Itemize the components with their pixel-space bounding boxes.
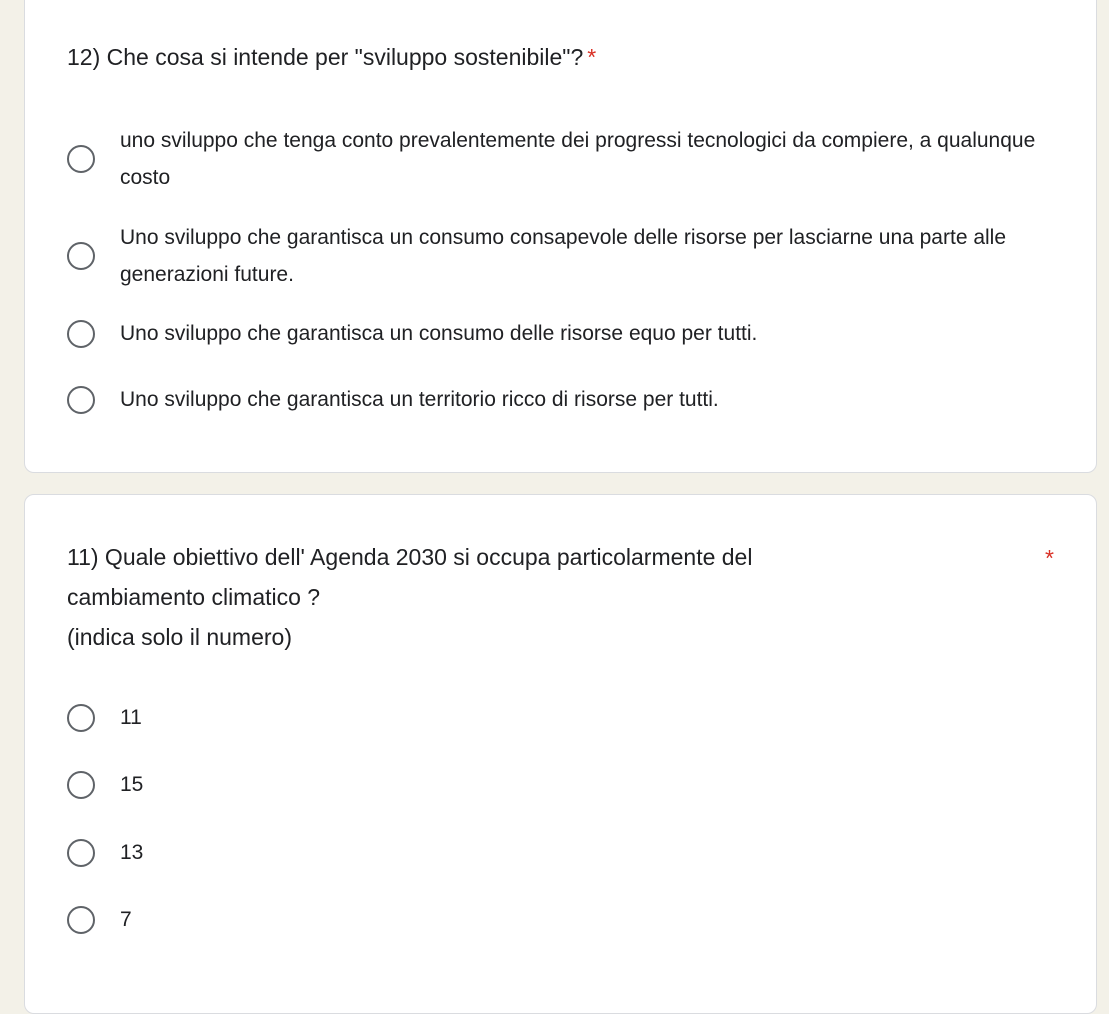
question-card-12 [24,0,1097,473]
required-asterisk: * [1045,545,1054,571]
question-title-line-1: 11) Quale obiettivo dell' Agenda 2030 si occupa particolarmente del [67,544,753,570]
radio-option[interactable] [67,834,1036,871]
radio-option[interactable] [67,901,1036,938]
option-label: Uno sviluppo che garantisca un consumo consapevole delle risorse per lasciarne una parte alle generazioni future. [120,226,1007,286]
radio-option[interactable] [67,766,1036,803]
question-title-line-3: (indica solo il numero) [67,624,292,650]
radio-option[interactable] [67,315,1036,352]
option-label: 7 [120,908,132,931]
question-card-11 [24,494,1097,1014]
radio-button[interactable] [67,839,95,867]
option-label: 11 [120,706,142,729]
radio-button[interactable] [67,704,95,732]
question-title [67,537,752,657]
radio-button[interactable] [67,145,95,173]
radio-option[interactable] [67,699,1036,736]
radio-option[interactable] [67,381,1036,418]
question-title-line-2: cambiamento climatico ? [67,584,321,610]
radio-option[interactable] [67,122,1036,196]
radio-button[interactable] [67,320,95,348]
radio-button[interactable] [67,906,95,934]
option-label: 15 [120,773,144,796]
radio-button[interactable] [67,386,95,414]
option-label: Uno sviluppo che garantisca un consumo delle risorse equo per tutti. [120,322,758,345]
required-asterisk: * [587,44,597,70]
question-title [67,37,596,77]
question-title-text: 12) Che cosa si intende per "sviluppo sostenibile"? [67,44,584,70]
radio-button[interactable] [67,771,95,799]
radio-button[interactable] [67,242,95,270]
option-label: 13 [120,841,144,864]
radio-option[interactable] [67,219,1036,293]
option-label: uno sviluppo che tenga conto prevalentemente dei progressi tecnologici da compiere, a qualunque costo [120,129,1036,189]
option-label: Uno sviluppo che garantisca un territorio ricco di risorse per tutti. [120,388,719,411]
